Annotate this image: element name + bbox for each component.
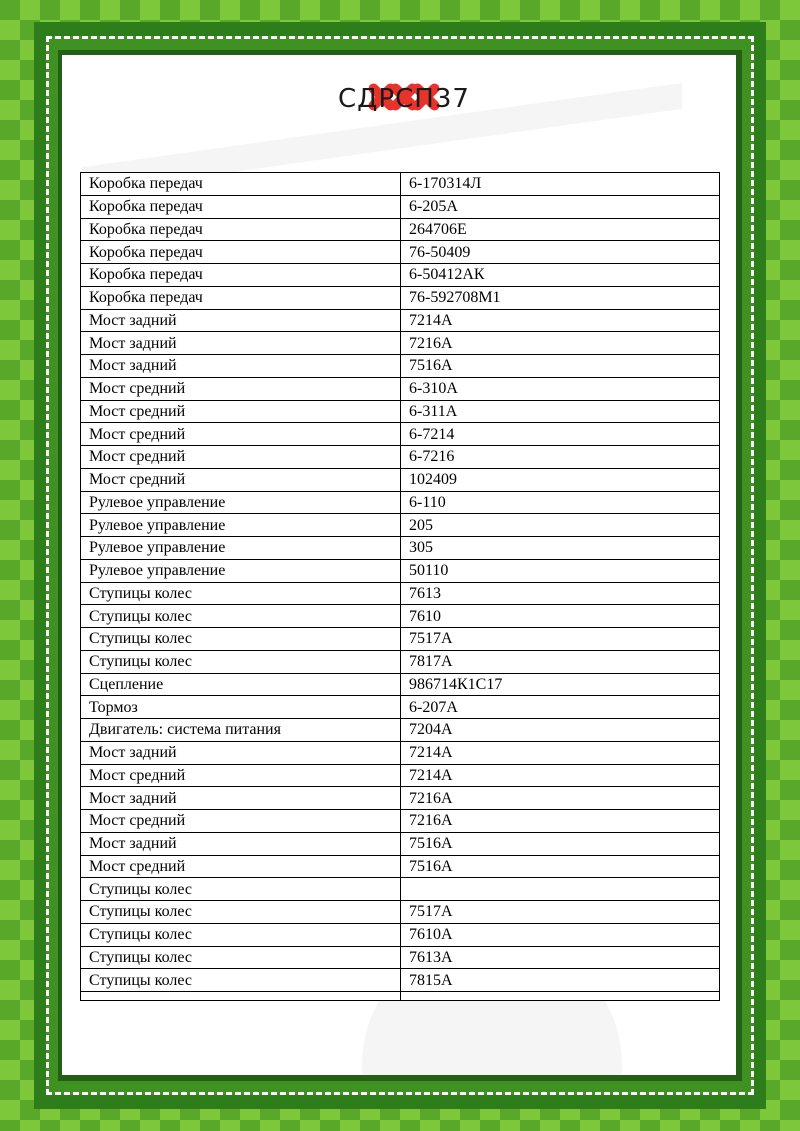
- unit-cell: Мост средний: [81, 764, 401, 787]
- table-row: [81, 673, 720, 696]
- part-number-cell: 7610А: [401, 923, 720, 946]
- part-number-cell: 6-50412АК: [401, 264, 720, 287]
- part-number-cell: 7214А: [401, 764, 720, 787]
- table-row: [81, 286, 720, 309]
- unit-cell: Двигатель: система питания: [81, 719, 401, 742]
- table-row: [81, 400, 720, 423]
- part-number-cell: 7214А: [401, 741, 720, 764]
- table-row: [81, 901, 720, 924]
- table-row: [81, 537, 720, 560]
- table-row: [81, 855, 720, 878]
- table-row: [81, 628, 720, 651]
- part-number-cell: 305: [401, 537, 720, 560]
- part-number-cell: 7610: [401, 605, 720, 628]
- part-number-cell: 7216А: [401, 332, 720, 355]
- unit-cell: Мост средний: [81, 446, 401, 469]
- part-number-cell: 76-592708М1: [401, 286, 720, 309]
- unit-cell: Ступицы колес: [81, 901, 401, 924]
- empty-cell: [81, 992, 401, 1001]
- part-number-cell: 102409: [401, 468, 720, 491]
- unit-cell: Мост средний: [81, 855, 401, 878]
- logo-text: СДРСП37: [338, 84, 470, 114]
- table-row: [81, 810, 720, 833]
- table-row: [81, 946, 720, 969]
- part-number-cell: 7613А: [401, 946, 720, 969]
- unit-cell: Мост задний: [81, 832, 401, 855]
- part-number-cell: 6-310А: [401, 377, 720, 400]
- table-row: [81, 787, 720, 810]
- table-row: [81, 355, 720, 378]
- unit-cell: Ступицы колес: [81, 946, 401, 969]
- part-number-cell: 7516А: [401, 855, 720, 878]
- table-row: [81, 696, 720, 719]
- unit-cell: Мост средний: [81, 468, 401, 491]
- part-number-cell: 76-50409: [401, 241, 720, 264]
- part-number-cell: [401, 878, 720, 901]
- part-number-cell: 7516А: [401, 355, 720, 378]
- table-row: [81, 969, 720, 992]
- unit-cell: Коробка передач: [81, 195, 401, 218]
- part-number-cell: 986714К1С17: [401, 673, 720, 696]
- part-number-cell: 264706Е: [401, 218, 720, 241]
- table-row: [81, 832, 720, 855]
- part-number-cell: 6-205А: [401, 195, 720, 218]
- table-row: [81, 719, 720, 742]
- table-row: [81, 195, 720, 218]
- part-number-cell: 6-7214: [401, 423, 720, 446]
- part-number-cell: 7516А: [401, 832, 720, 855]
- unit-cell: Ступицы колес: [81, 969, 401, 992]
- table-row: [81, 878, 720, 901]
- unit-cell: Рулевое управление: [81, 491, 401, 514]
- unit-cell: Ступицы колес: [81, 605, 401, 628]
- unit-cell: Ступицы колес: [81, 923, 401, 946]
- unit-cell: Рулевое управление: [81, 537, 401, 560]
- part-number-cell: 6-311А: [401, 400, 720, 423]
- unit-cell: Мост задний: [81, 309, 401, 332]
- parts-table-body: [81, 173, 720, 1001]
- part-number-cell: 7815А: [401, 969, 720, 992]
- part-number-cell: 6-7216: [401, 446, 720, 469]
- unit-cell: Коробка передач: [81, 218, 401, 241]
- table-row: [81, 514, 720, 537]
- table-row: [81, 241, 720, 264]
- unit-cell: Коробка передач: [81, 286, 401, 309]
- unit-cell: Рулевое управление: [81, 514, 401, 537]
- table-row: [81, 173, 720, 196]
- part-number-cell: 7204А: [401, 719, 720, 742]
- unit-cell: Ступицы колес: [81, 628, 401, 651]
- unit-cell: Мост задний: [81, 355, 401, 378]
- unit-cell: Мост средний: [81, 400, 401, 423]
- part-number-cell: 6-207А: [401, 696, 720, 719]
- table-row: [81, 446, 720, 469]
- part-number-cell: 7216А: [401, 810, 720, 833]
- unit-cell: Рулевое управление: [81, 559, 401, 582]
- part-number-cell: 6-110: [401, 491, 720, 514]
- table-row: [81, 377, 720, 400]
- unit-cell: Мост средний: [81, 377, 401, 400]
- part-number-cell: 7517А: [401, 901, 720, 924]
- part-number-cell: 6-170314Л: [401, 173, 720, 196]
- table-row: [81, 309, 720, 332]
- empty-cell: [401, 992, 720, 1001]
- part-number-cell: 7613: [401, 582, 720, 605]
- unit-cell: Мост средний: [81, 810, 401, 833]
- table-row: [81, 264, 720, 287]
- table-row: [81, 923, 720, 946]
- unit-cell: Коробка передач: [81, 173, 401, 196]
- table-row: [81, 491, 720, 514]
- part-number-cell: 50110: [401, 559, 720, 582]
- part-number-cell: 7216А: [401, 787, 720, 810]
- table-row: [81, 423, 720, 446]
- unit-cell: Тормоз: [81, 696, 401, 719]
- unit-cell: Мост задний: [81, 741, 401, 764]
- unit-cell: Ступицы колес: [81, 878, 401, 901]
- table-row: [81, 650, 720, 673]
- part-number-cell: 7214А: [401, 309, 720, 332]
- unit-cell: Коробка передач: [81, 264, 401, 287]
- part-number-cell: 205: [401, 514, 720, 537]
- table-row: [81, 605, 720, 628]
- table-row: [81, 764, 720, 787]
- unit-cell: Ступицы колес: [81, 650, 401, 673]
- parts-table: [80, 172, 720, 1001]
- unit-cell: Коробка передач: [81, 241, 401, 264]
- table-row: [81, 582, 720, 605]
- table-row: [81, 332, 720, 355]
- table-spacer-row: [81, 992, 720, 1001]
- unit-cell: Мост задний: [81, 332, 401, 355]
- unit-cell: Мост задний: [81, 787, 401, 810]
- unit-cell: Ступицы колес: [81, 582, 401, 605]
- table-row: [81, 218, 720, 241]
- table-row: [81, 741, 720, 764]
- unit-cell: Сцепление: [81, 673, 401, 696]
- table-row: [81, 559, 720, 582]
- table-row: [81, 468, 720, 491]
- unit-cell: Мост средний: [81, 423, 401, 446]
- part-number-cell: 7817А: [401, 650, 720, 673]
- part-number-cell: 7517А: [401, 628, 720, 651]
